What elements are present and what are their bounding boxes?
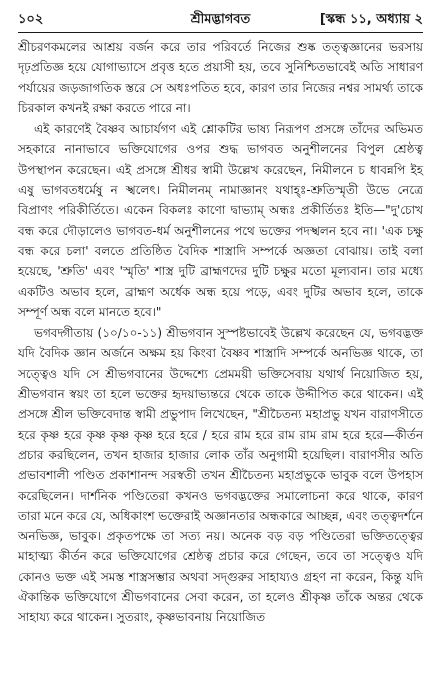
page-header xyxy=(18,10,423,30)
paragraph-2: এই কারণেই বৈষ্ণব আচার্যগণ এই শ্লোকটির ভাষ্য নিরূপণ প্রসঙ্গে তাঁদের অভিমত সহকারে নানাভাবে ভক্তিযোগের ওপর শুদ্ধ ভাগবত অনুশীলনের বিপুল শ্রেষ্ঠত্ব উপস্থাপন করেছেন। এই প্রসঙ্গে শ্রীধর স্বামী উল্লেখ করেছেন, নিমীলনে চ ধাবন্নপি ইহ এষু ভাগবতধর্মেষু ন স্খলেৎ। নিমীলনম্ নামাজ্ঞানং যথাহ্ঃ-শ্রুতিস্মৃতী উভে নেত্রে বিপ্রাণং পরিকীর্তিতে। একেন বিকলঃ কাণো দ্বাভ্যাম্ অন্ধঃ প্রকীর্তিতঃ ইতি—"দু'চোখ বন্ধ করে দৌড়ালেও ভাগবত-ধর্ম অনুশীলনের পথে ভক্তের পদস্খলন হবে না। 'এক চক্ষু বন্ধ করে চলা' বলতে প্রতিষ্ঠিত বৈদিক শাস্ত্রাদি সম্পর্কে অজ্ঞতা বোঝায়। তাই বলা হয়েছে, 'শ্রুতি' এবং 'স্মৃতি' শাস্ত্র দুটি ব্রাহ্মণদের দুটি চক্ষুর মতো মূল্যবান। তার মধ্যে একটিও অভাব হলে, ব্রাহ্মণ অর্ধেক অন্ধ হয়ে পড়ে, এবং দুটির অভাব হলে, তাকে সম্পূর্ণ অন্ধ বলে মানতে হবে।" xyxy=(18,122,423,319)
paragraph-3: ভগবদ্গীতায় (১০/১০-১১) শ্রীভগবান সুস্পষ্টভাবেই উল্লেখ করেছেন যে, ভগবদ্ভক্ত যদি বৈদিক জ্ঞান অর্জনে অক্ষম হয় কিংবা বৈষ্ণব শাস্ত্রাদি সম্পর্কে অনভিজ্ঞ থাকে, তা সত্ত্বেও যদি সে শ্রীভগবানের উদ্দেশ্যে প্রেমময়ী ভক্তিসেবায় যথার্থ নিয়োজিত হয়, শ্রীভগবান স্বয়ং তা হলে ভক্তের হৃদয়াভ্যন্তরে থেকে তাকে উদ্দীপিত করে থাকেন। এই প্রসঙ্গে শ্রীল ভক্তিবেদান্ত স্বামী প্রভুপাদ লিখেছেন, "শ্রীচৈতন্য মহাপ্রভু যখন বারাণসীতে হরে কৃষ্ণ হরে কৃষ্ণ কৃষ্ণ কৃষ্ণ হরে হরে / হরে রাম হরে রাম রাম রাম হরে হরে—কীর্তন প্রচার করছিলেন, তখন হাজার হাজার লোক তাঁর অনুগামী হয়েছিল। বারাণসীর অতি প্রভাবশালী পণ্ডিত প্রকাশানন্দ সরস্বতী তখন শ্রীচৈতন্য মহাপ্রভুকে ভাবুক বলে উপহাস করেছিলেন। দার্শনিক পণ্ডিতেরা কখনও ভগবদ্ভক্তের সমালোচনা করে থাকে, কারণ তারা মনে করে যে, অধিকাংশ ভক্তেরাই অজ্ঞানতার অন্ধকারে আচ্ছন্ন, এবং তত্ত্বদর্শনে অনভিজ্ঞ, ভাবুক। প্রকৃতপক্ষে তা সত্য নয়। অনেক বড় বড় পণ্ডিতেরা ভক্তিতত্ত্বের মাহাত্ম্য কীর্তন করে ভক্তিযোগের শ্রেষ্ঠত্ব প্রচার করে গেছেন, তবে তা সত্ত্বেও যদি কোনও ভক্ত এই সমস্ত শাস্ত্রসম্ভার অথবা সদ্গুরুর সাহায্যও গ্রহণ না করেন, কিন্তু যদি ঐকান্তিক ভক্তিযোগে শ্রীভগবানের সেবা করেন, তা হলেও শ্রীকৃষ্ণ তাঁকে অন্তর থেকে সাহায্য করে থাকেন। সুতরাং, কৃষ্ণভাবনায় নিয়োজিত xyxy=(18,326,423,625)
header-rule xyxy=(18,32,423,33)
page-body xyxy=(18,37,423,628)
book-title: শ্রীমদ্ভাগবত xyxy=(190,12,251,27)
paragraph-1: শ্রীচরণকমলের আশ্রয় বর্জন করে তার পরিবর্তে নিজের শুষ্ক তত্ত্বজ্ঞানের ভরসায় দৃঢ়প্রতিজ্ঞ হয়ে যোগাভ্যাসে প্রবৃত্ত হতে প্রয়াসী হয়, তবে সুনিশ্চিতভাবেই অতি সাধারণ পর্যায়ের জড়জাগতিক স্তরে সে অধঃপতিত হবে, কারণ তার নিজের নশ্বর সামর্থ্য তাকে চিরকাল কখনই রক্ষা করতে পারে না। xyxy=(18,40,423,115)
page-number: ১০২ xyxy=(18,12,44,27)
chapter-reference: [স্কন্ধ ১১, অধ্যায় ২ xyxy=(319,12,423,27)
